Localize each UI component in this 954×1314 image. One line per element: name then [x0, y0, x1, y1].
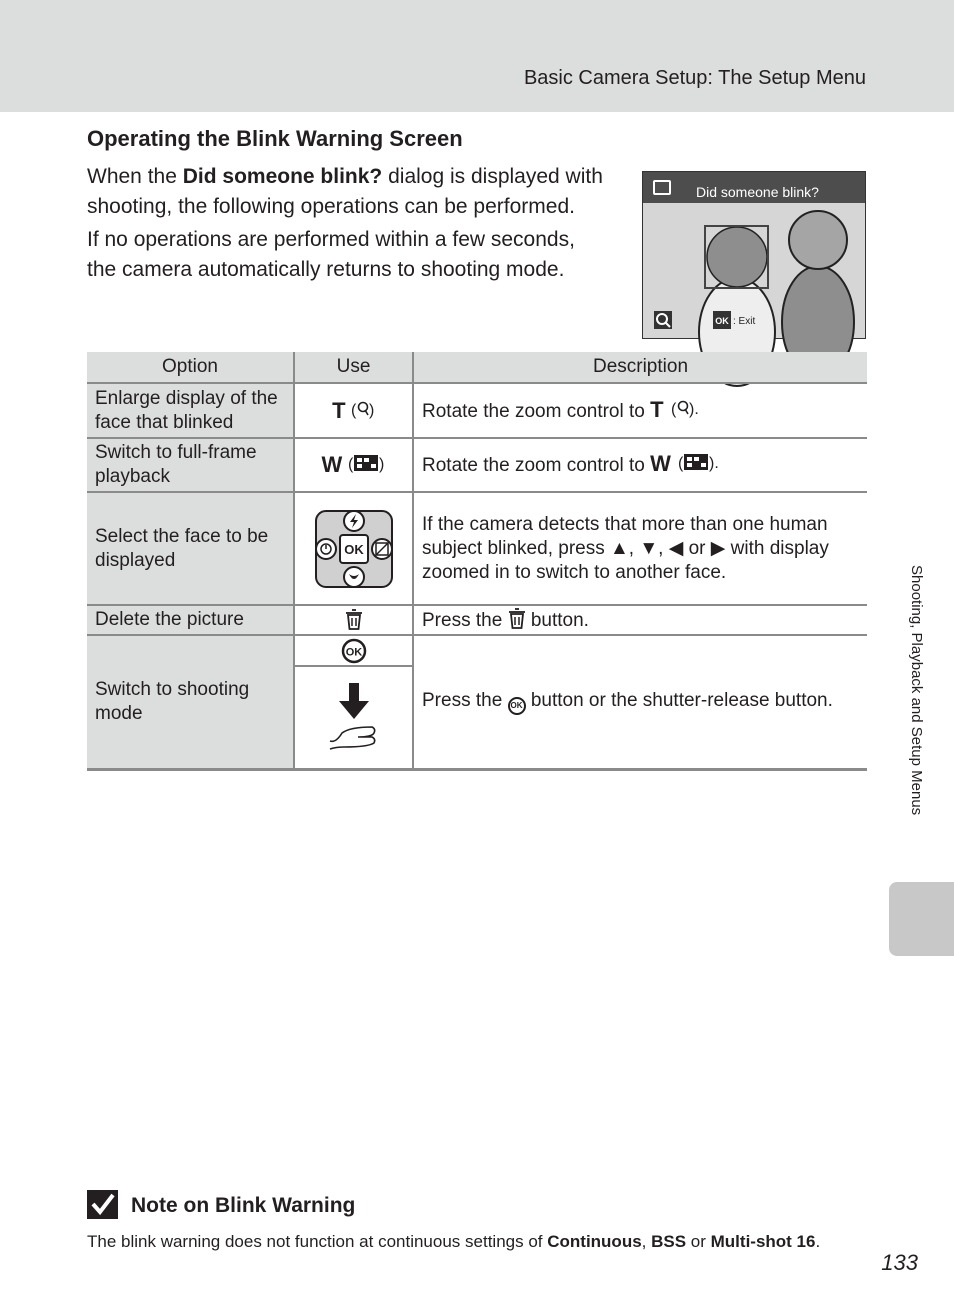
intro-text	[87, 162, 607, 288]
thumbnail-icon	[676, 452, 720, 474]
desc-text: Rotate the zoom control to	[422, 400, 651, 422]
note-title: Note on Blink Warning	[131, 1194, 356, 1217]
option-cell: Select the face to be displayed	[87, 492, 294, 605]
svg-text:).: ).	[688, 400, 699, 418]
description-cell	[413, 605, 867, 635]
description-cell: If the camera detects that more than one human subject blinked, press ▲, ▼, ◀ or ▶ with display zoomed in to switch to another face.	[413, 492, 867, 605]
use-cell	[294, 635, 413, 769]
section-title: Operating the Blink Warning Screen	[87, 126, 463, 151]
wide-letter: W	[321, 452, 343, 477]
use-cell	[294, 383, 413, 438]
exit-label: : Exit	[733, 316, 756, 327]
shutter-press-cell	[295, 667, 412, 767]
note-text: or	[686, 1232, 711, 1251]
ok-button-label: OK	[345, 646, 362, 659]
blink-warning-icon	[653, 180, 671, 195]
chapter-title: Basic Camera Setup: The Setup Menu	[523, 67, 866, 89]
option-cell: Switch to shooting mode	[87, 635, 294, 769]
page-number: 133	[881, 1250, 918, 1275]
use-cell	[294, 492, 413, 605]
ok-button-cell	[295, 637, 412, 667]
svg-text:(: (	[678, 455, 684, 472]
intro-paragraph-2: If no operations are performed within a few seconds, the camera automatically returns to shooting mode.	[87, 228, 575, 281]
setting-bss: BSS	[651, 1232, 687, 1251]
delete-icon	[345, 609, 363, 631]
ok-button-icon: OK	[508, 697, 526, 715]
header-option: Option	[87, 352, 294, 383]
note-text: ,	[641, 1232, 652, 1251]
note-check-icon	[87, 1190, 118, 1219]
intro-paragraph-1	[87, 162, 607, 222]
setting-multishot: Multi-shot 16	[710, 1232, 816, 1251]
tele-letter: T	[650, 396, 664, 422]
table-row	[87, 635, 867, 769]
description-cell	[413, 635, 867, 769]
operations-table	[87, 352, 867, 771]
table-row	[87, 492, 867, 605]
dialog-name: Did someone blink?	[182, 165, 383, 188]
person-left-head	[707, 227, 767, 287]
svg-text:(: (	[347, 456, 353, 473]
desc-text: Press the	[422, 689, 508, 711]
option-cell: Delete the picture	[87, 605, 294, 635]
svg-text:(: (	[670, 400, 677, 418]
zoom-in-icon	[351, 402, 375, 423]
option-cell: Enlarge display of the face that blinked	[87, 383, 294, 438]
intro-p1-end: dialog is displayed with shooting, the following operations can be performed.	[87, 165, 603, 218]
desc-text: Press the	[422, 609, 508, 631]
note-text: The blink warning does not function at continuous settings of	[87, 1232, 548, 1251]
ok-center-label: OK	[343, 541, 364, 557]
camera-lcd-preview	[642, 171, 866, 339]
table-row	[87, 605, 867, 635]
svg-text:).: ).	[709, 455, 719, 472]
person-right-head	[789, 211, 847, 269]
thumbnail-icon	[348, 453, 386, 475]
desc-text: Rotate the zoom control to	[422, 455, 651, 476]
multi-selector-icon	[313, 508, 395, 590]
desc-text: button or the shutter-release button.	[525, 689, 833, 711]
svg-text:(: (	[350, 401, 357, 419]
svg-text:): )	[368, 401, 375, 419]
header-description: Description	[413, 352, 867, 383]
description-cell	[413, 438, 867, 492]
table-row	[87, 438, 867, 492]
side-tab-label: Shooting, Playback and Setup Menus	[908, 565, 925, 816]
use-cell	[294, 438, 413, 492]
delete-icon	[508, 608, 526, 630]
side-tab	[889, 882, 954, 956]
intro-p1-start: When the	[87, 165, 183, 188]
exit-key-label: OK	[715, 316, 729, 326]
note-text: .	[815, 1232, 821, 1251]
header-use: Use	[294, 352, 413, 383]
zoom-in-icon	[669, 398, 697, 420]
option-cell: Switch to full-frame playback	[87, 438, 294, 492]
ok-button-icon	[341, 638, 367, 664]
lcd-dialog-bar	[643, 172, 865, 203]
desc-text: button.	[530, 609, 589, 631]
note-body	[87, 1232, 820, 1252]
table-row	[87, 383, 867, 438]
header-band	[0, 0, 954, 112]
svg-text:): )	[378, 456, 384, 473]
description-cell	[413, 383, 867, 438]
setting-continuous: Continuous	[547, 1232, 642, 1251]
shutter-finger-icon	[328, 721, 380, 751]
press-arrow-icon	[339, 683, 369, 721]
wide-letter: W	[650, 451, 671, 476]
lcd-dialog-text: Did someone blink?	[696, 184, 819, 200]
use-cell	[294, 605, 413, 635]
tele-letter: T	[332, 397, 346, 423]
